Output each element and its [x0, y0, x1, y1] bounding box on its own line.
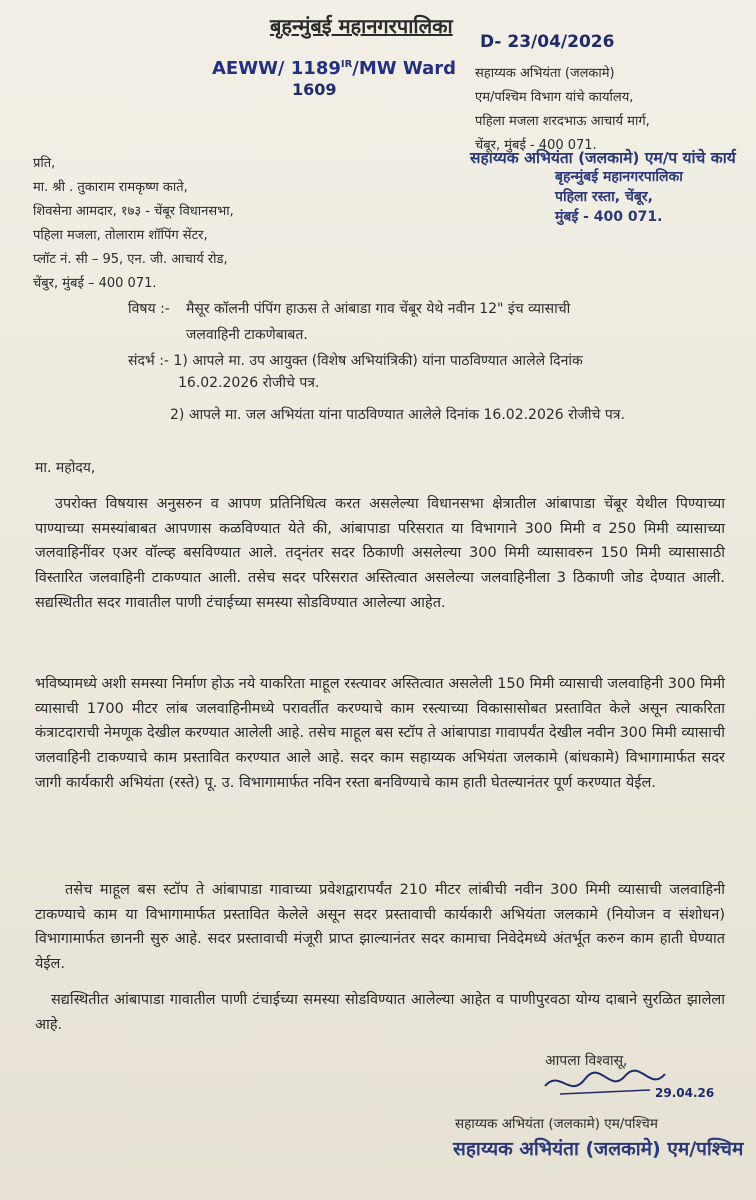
sign-off: आपला विश्वासू, — [545, 1053, 628, 1069]
office-stamp-line4: मुंबई - 400 071. — [555, 209, 663, 225]
references-block — [128, 350, 625, 426]
signature-date: 29.04.26 — [655, 1086, 715, 1100]
recipient-line: मा. श्री . तुकाराम रामकृष्ण काते, — [33, 180, 188, 195]
body-paragraph-4: सद्यस्थितीत आंबापाडा गावातील पाणी टंचाईच्या समस्या सोडविण्यात आलेल्या आहेत व पाणीपुरवठा योग्य दाबाने सुरळित झालेला आहे. — [35, 992, 725, 1033]
recipient-address — [33, 152, 234, 296]
subject-line: जलवाहिनी टाकणेबाबत. — [186, 327, 308, 343]
designation-stamp: सहाय्यक अभियंता (जलकामे) एम/पश्चिम — [453, 1138, 744, 1160]
body-paragraph-3: तसेच माहूल बस स्टॉप ते आंबापाडा गावाच्या प्रवेशद्वारापर्यंत 210 मीटर लांबीची नवीन 300 मिमी व्यासाची जलवाहिनी टाकण्याचे काम या विभागामार्फत प्रस्तावित केलेले असून सदर प्रस्तावाची कार्यकारी अभियंता जलकामे (नियोजन व संशोधन) विभागामार्फत छाननी सुरु आहे. सदर प्रस्तावाची मंजूरी प्राप्त झाल्यानंतर सदर कामाचा निवेदेमध्ये अंतर्भूत करुन काम हाती घेण्यात येईल. — [35, 882, 725, 973]
office-address — [475, 62, 650, 158]
reference-1 — [128, 350, 625, 372]
office-line: सहाय्यक अभियंता (जलकामे) — [475, 66, 615, 81]
body-paragraph-2: भविष्यामध्ये अशी समस्या निर्माण होऊ नये याकरिता माहूल रस्त्यावर अस्तित्वात असलेली 150 मिमी व्यासाची जलवाहिनी 300 मिमी व्यासाची 1700 मीटर लांब जलवाहिनीमध्ये परावर्तीत करण्याचे काम रस्त्याच्या विकासासोबत प्रस्तावित केले असून त्याकरिता कंत्राटदाराची नेमणूक देखील करण्यात आलेली आहे. तसेच माहूल बस स्टॉप ते आंबापाडा गावापर्यंत देखील नवीन 300 मिमी व्यासाची जलवाहिनी टाकण्याचे काम प्रस्तावित करण्यात आले आहे. सदर काम सहाय्यक अभियंता जलकामे (बांधकामे) विभागामार्फत सदर जागी कार्यकारी अभियंता (रस्ते) पू. उ. विभागामार्फत नविन रस्ता बनविण्याचे काम हाती घेतल्यानंतर पूर्ण करण्यात येईल. — [35, 676, 725, 791]
handwritten-date: D- 23/04/2026 — [480, 32, 615, 52]
office-stamp-line2: बृहन्मुंबई महानगरपालिका — [555, 169, 683, 185]
subject-line: मैसूर कॉलनी पंपिंग हाऊस ते आंबाडा गाव चेंबूर येथे नवीन 12" इंच व्यासाची — [186, 301, 571, 317]
body-paragraph-1: उपरोक्त विषयास अनुसरुन व आपण प्रतिनिधित्व करत असलेल्या विधानसभा क्षेत्रातील आंबापाडा चेंबूर येथील पिण्याच्या पाण्याच्या समस्यांबाबत आपणास कळविण्यात येते की, आंबापाडा परिसरात या विभागाने 300 मिमी व 250 मिमी व्यासाच्या जलवाहिनींवर एअर वॉल्व्ह बसविण्यात आले. तद्नंतर सदर ठिकाणी असलेल्या 300 मिमी व्यासावरुन 150 मिमी व्यासासाठी विस्तारित जलवाहिनी टाकण्यात आली. तसेच सदर परिसरात अस्तित्वात असलेल्या जलवाहिनीला 3 ठिकाणी जोड देण्यात आली. सद्यस्थितीत सदर गावातील पाणी टंचाईच्या समस्या सोडविण्यात आलेल्या आहेत. — [35, 496, 725, 611]
recipient-line: चेंबुर, मुंबई – 400 071. — [33, 276, 157, 291]
recipient-line: शिवसेना आमदार, १७३ - चेंबूर विधानसभा, — [33, 204, 234, 219]
reference-number-line2: 1609 — [292, 80, 337, 99]
reference-1-line2: 16.02.2026 रोजीचे पत्र. — [178, 375, 320, 391]
recipient-line: प्लॉट नं. सी – 95, एन. जी. आचार्य रोड, — [33, 252, 228, 267]
office-stamp-line1: सहाय्यक अभियंता (जलकामे) एम/प यांचे कार्य — [470, 149, 736, 167]
subject-text — [186, 296, 570, 348]
office-stamp — [555, 167, 683, 227]
reference-number — [212, 58, 456, 79]
office-line: चेंबूर, मुंबई - 400 071. — [475, 138, 597, 153]
recipient-to-label: प्रति, — [33, 156, 56, 171]
reference-ward: /MW Ward — [352, 58, 457, 79]
org-title: बृहन्मुंबई महानगरपालिका — [270, 14, 453, 38]
recipient-line: पहिला मजला, तोलाराम शॉपिंग सेंटर, — [33, 228, 208, 243]
signature-scribble — [540, 1064, 670, 1104]
reference-number-main: AEWW/ 1189 — [212, 58, 341, 79]
salutation: मा. महोदय, — [35, 460, 96, 476]
subject-label: विषय :- — [128, 301, 170, 317]
office-line: एम/पश्चिम विभाग यांचे कार्यालय, — [475, 90, 634, 105]
designation: सहाय्यक अभियंता (जलकामे) एम/पश्चिम — [455, 1116, 658, 1132]
office-stamp-line3: पहिला रस्ता, चेंबूर, — [555, 189, 653, 205]
reference-superscript: IR — [340, 59, 353, 70]
reference-1-line1: 1) आपले मा. उप आयुक्त (विशेष अभियांत्रिकी) यांना पाठविण्यात आलेले दिनांक — [173, 353, 583, 369]
references-label: संदर्भ :- — [128, 353, 169, 369]
office-line: पहिला मजला शरदभाऊ आचार्य मार्ग, — [475, 114, 650, 129]
reference-2: 2) आपले मा. जल अभियंता यांना पाठविण्यात आलेले दिनांक 16.02.2026 रोजीचे पत्र. — [170, 407, 625, 423]
